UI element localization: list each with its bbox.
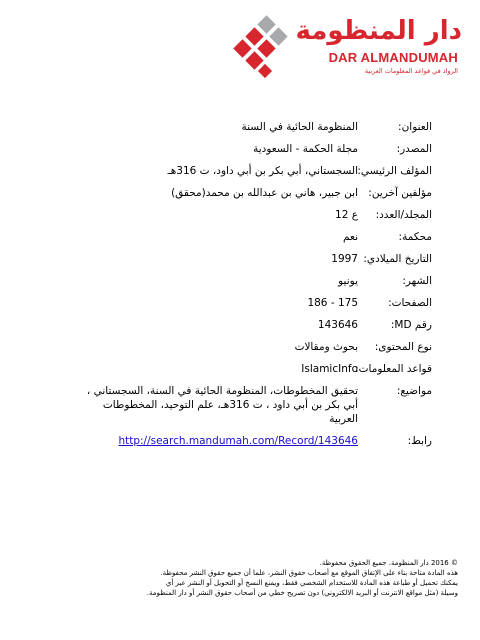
record-value: 175 - 186 <box>307 297 358 309</box>
record-value: مجلة الحكمة - السعودية <box>253 143 358 155</box>
brand-logo <box>230 14 462 82</box>
footer-line: هذه المادة متاحة بناء على الإتفاق الموقع مع أصحاب حقوق النشر، علما أن جميع حقوق النشر محفوظة. <box>160 569 458 577</box>
footer-line: يمكنك تحميل أو طباعة هذه المادة للاستخدام الشخصي فقط، ويمنع النسخ أو التحويل أو النشر عبر أي <box>165 579 458 587</box>
record-value: 143646 <box>317 319 358 331</box>
record-row <box>60 362 432 376</box>
record-row <box>60 384 432 426</box>
record-row <box>60 434 432 448</box>
record-label: مواضيع: <box>396 385 432 397</box>
record-row <box>60 252 432 266</box>
record-row <box>60 340 432 354</box>
record-row <box>60 164 432 178</box>
brand-name-arabic: دار المنظومة <box>295 16 462 46</box>
record-label: نوع المحتوى: <box>374 341 432 353</box>
brand-name-english: DAR ALMANDUMAH <box>328 50 458 65</box>
record-value: السجستاني، أبي بكر بن أبي داود، ت 316هـ <box>167 165 358 177</box>
record-value: 1997 <box>331 253 358 265</box>
record-label: المصدر: <box>396 143 432 155</box>
footer-line: © 2016 دار المنظومة. جميع الحقوق محفوظة. <box>319 559 458 567</box>
record-value: ابن جبير، هاني بن عبدالله بن محمد(محقق) <box>171 187 358 199</box>
copyright-footer <box>40 558 458 598</box>
brand-tagline: الرواد في قواعد المعلومات العربية <box>364 67 458 75</box>
record-row <box>60 296 432 310</box>
record-row <box>60 142 432 156</box>
record-label: قواعد المعلومات: <box>355 363 432 375</box>
record-value: نعم <box>343 231 358 243</box>
record-value: المنظومة الحائية في السنة <box>241 121 358 133</box>
logo-diamonds-icon <box>230 14 298 82</box>
record-details <box>60 120 432 456</box>
record-label: مؤلفين آخرين: <box>368 187 432 199</box>
record-label: رقم MD: <box>390 319 432 331</box>
record-value: تحقيق المخطوطات، المنظومة الحائية في السنة، السجستاني ، أبي بكر بن أبي داود ، ت 316هـ، علم التوحيد، المخطوطات العربية <box>86 385 358 425</box>
record-value: يونيو <box>338 275 358 287</box>
record-row <box>60 120 432 134</box>
record-row <box>60 318 432 332</box>
record-link[interactable]: http://search.mandumah.com/Record/143646 <box>118 435 358 447</box>
record-label: العنوان: <box>398 121 432 133</box>
record-label: التاريخ الميلادي: <box>363 253 432 265</box>
record-value: IslamicInfo <box>301 363 358 375</box>
record-value: بحوث ومقالات <box>294 341 358 353</box>
record-row <box>60 274 432 288</box>
record-label: المؤلف الرئيسي: <box>357 165 432 177</box>
record-row <box>60 208 432 222</box>
record-row <box>60 230 432 244</box>
record-row <box>60 186 432 200</box>
record-label: الصفحات: <box>388 297 432 309</box>
record-label: محكمة: <box>398 231 432 243</box>
record-label: رابط: <box>407 435 432 447</box>
record-value: ع 12 <box>335 209 358 221</box>
record-label: المجلد/العدد: <box>375 209 432 221</box>
record-label: الشهر: <box>402 275 432 287</box>
footer-line: وسيلة (مثل مواقع الانترنت أو البريد الالكتروني) دون تصريح خطي من أصحاب حقوق النشر أو دار المنظومة. <box>146 589 458 597</box>
